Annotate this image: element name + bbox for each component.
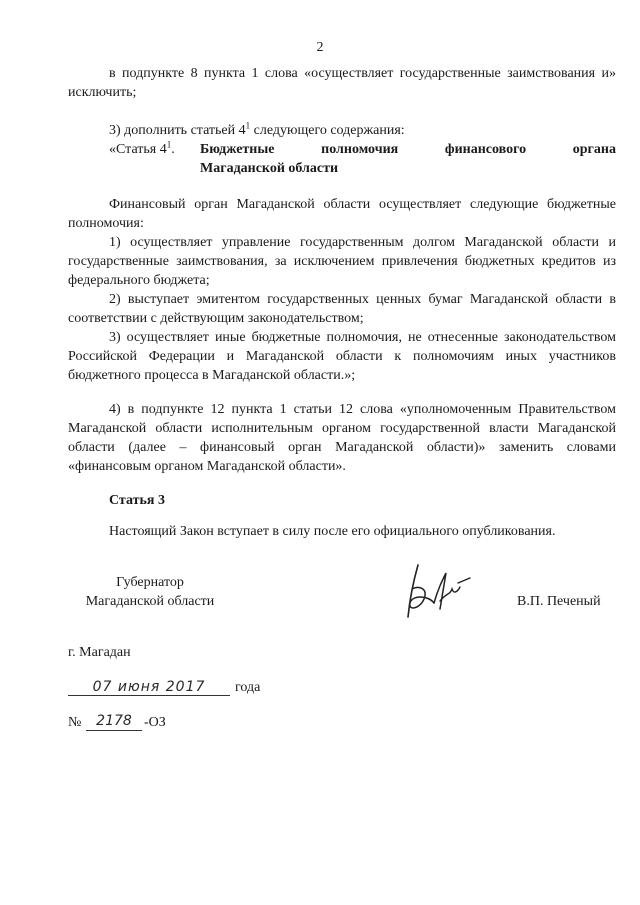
amendment-paragraph-2 <box>68 121 616 140</box>
signatory-title-line-1: Губернатор <box>116 575 184 590</box>
handwritten-date: 07 июня 2017 <box>92 679 206 695</box>
handwritten-signature <box>398 559 472 621</box>
superscript: 1 <box>166 139 172 150</box>
superscript: 1 <box>245 120 251 131</box>
amendment-paragraph-2-tail: следующего содержания: <box>250 123 405 138</box>
article-4-1-title-line-1: Бюджетные полномочия финансового органа <box>200 142 616 157</box>
place-of-signing: г. Магадан <box>68 645 131 660</box>
article-4-1-title-line-2: Магаданской области <box>200 161 339 176</box>
signatory-name: В.П. Печеный <box>517 594 601 609</box>
number-sign: № <box>68 715 82 730</box>
page-number: 2 <box>316 40 324 55</box>
handwritten-law-number: 2178 <box>96 713 132 729</box>
amendment-paragraph-2-text: 3) дополнить статьей 4 <box>109 123 246 138</box>
law-number-underline <box>86 730 142 731</box>
document-body <box>68 64 616 541</box>
date-suffix: года <box>235 680 261 695</box>
article-4-1-item-1: 1) осуществляет управление государственным долгом Магаданской области и государственные заимствования, за исключением привлечения бюджетных кредитов из федерального бюджета; <box>68 235 616 288</box>
article-3-heading: Статья 3 <box>109 493 165 508</box>
law-number-line <box>68 710 188 734</box>
signature-block <box>0 573 640 623</box>
article-3-text: Настоящий Закон вступает в силу после его официального опубликования. <box>109 524 556 539</box>
article-4-1-item-3: 3) осуществляет иные бюджетные полномочия, не отнесенные законодательством Российской Федерации и Магаданской области к полномочиям иных участников бюджетного процесса в Магаданской области.»; <box>68 330 616 383</box>
signatory-title-line-2: Магаданской области <box>85 594 215 609</box>
article-4-1-item-2: 2) выступает эмитентом государственных ценных бумаг Магаданской области в соответствии с действующим законодательством; <box>68 292 616 326</box>
article-4-1-label-dot: . <box>171 142 175 157</box>
date-underline <box>68 695 230 696</box>
law-number-suffix: -ОЗ <box>144 715 166 730</box>
signatory-title <box>70 573 230 611</box>
amendment-paragraph-1: в подпункте 8 пункта 1 слова «осуществляет государственные заимствования и» исключить; <box>68 66 616 100</box>
amendment-paragraph-4: 4) в подпункте 12 пункта 1 статьи 12 слова «уполномоченным Правительством Магаданской области исполнительным органом государственной власти Магаданской области (далее – финансовый орган Магаданской области)» заменить словами «финансовым органом Магаданской области». <box>68 402 616 474</box>
article-4-1-label-text: «Статья 4 <box>109 142 167 157</box>
article-4-1-heading <box>68 140 616 178</box>
date-line <box>68 675 288 699</box>
article-4-1-label <box>109 140 200 178</box>
article-4-1-intro: Финансовый орган Магаданской области осуществляет следующие бюджетные полномочия: <box>68 197 616 231</box>
article-4-1-title <box>200 140 616 178</box>
